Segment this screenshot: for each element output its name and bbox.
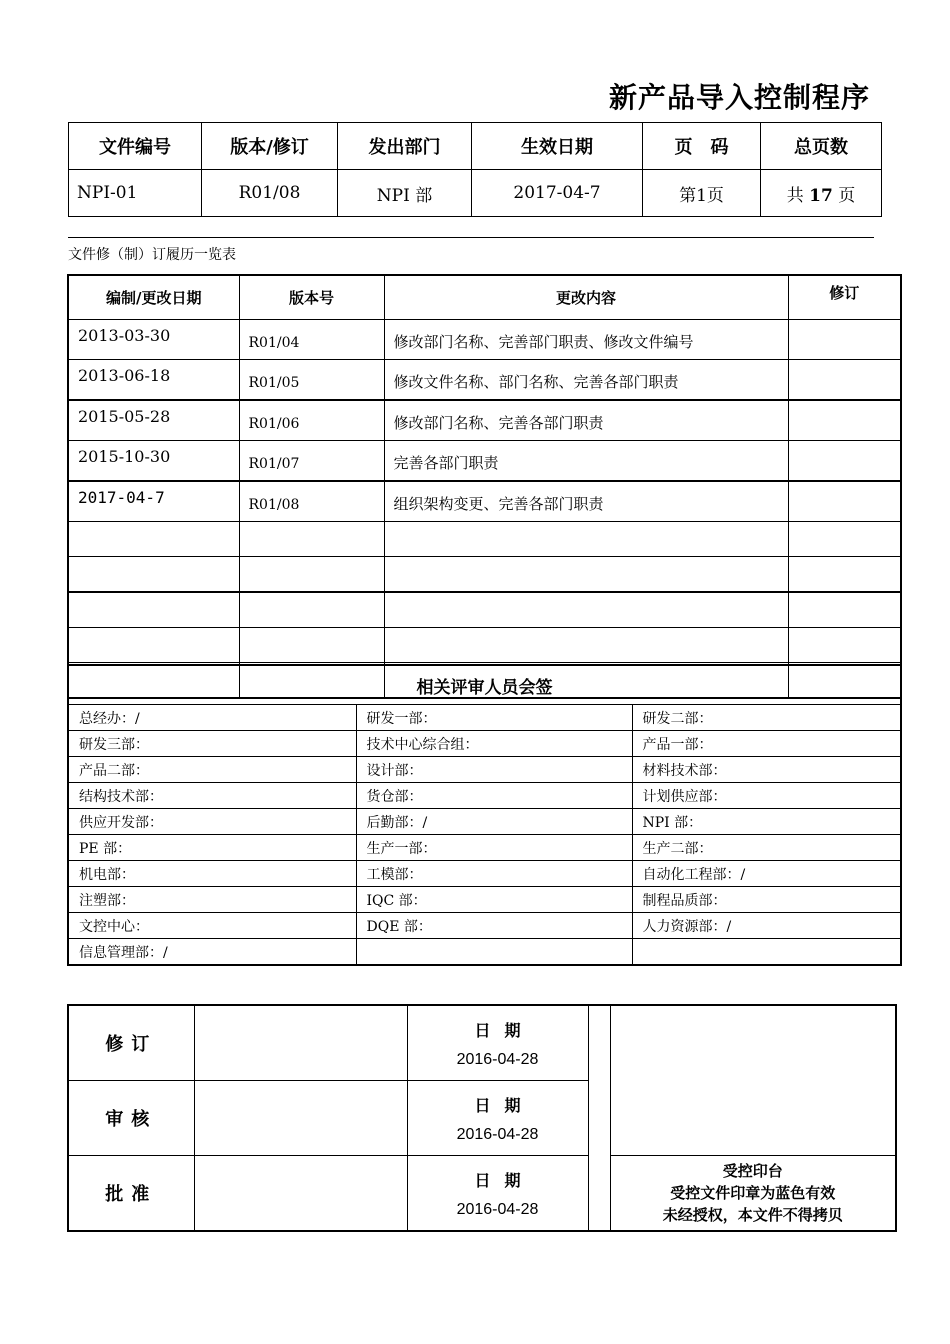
review-cell: [356, 939, 632, 966]
review-cell: 工模部：: [356, 861, 632, 887]
history-version: R01/07: [239, 441, 384, 482]
approval-date-cell: [407, 1081, 588, 1156]
table-row: [68, 320, 901, 360]
history-col-content: 更改内容: [384, 275, 788, 320]
history-date: 2013-06-18: [68, 360, 239, 401]
table-row: [68, 861, 901, 887]
approval-label-revise: 修订: [68, 1005, 194, 1081]
review-cell: 后勤部：/: [356, 809, 632, 835]
empty-row: [68, 592, 901, 628]
history-content: 修改文件名称、部门名称、完善各部门职责: [384, 360, 788, 401]
table-row: [68, 913, 901, 939]
approval-spacer: [588, 1005, 610, 1231]
header-value-department: NPI 部: [338, 170, 472, 217]
header-value-total-pages: [761, 170, 882, 217]
review-cell: 结构技术部：: [68, 783, 356, 809]
header-label-department: 发出部门: [338, 123, 472, 170]
review-cell: 产品一部：: [632, 731, 901, 757]
header-label-effective-date: 生效日期: [472, 123, 643, 170]
approval-label-review: 审核: [68, 1081, 194, 1156]
history-content: 完善各部门职责: [384, 441, 788, 482]
date-label: 日期: [474, 1170, 535, 1190]
header-label-version: 版本/修订: [202, 123, 338, 170]
section-divider: [68, 237, 874, 238]
review-cell: 文控中心：: [68, 913, 356, 939]
date-label: 日期: [474, 1095, 535, 1115]
header-label-total-pages: 总页数: [761, 123, 882, 170]
document-header-table: [68, 122, 882, 217]
history-date: 2015-05-28: [68, 400, 239, 441]
review-cell: 产品二部：: [68, 757, 356, 783]
history-col-revision: 修订: [788, 275, 901, 320]
approval-signature-review: [194, 1081, 407, 1156]
header-label-doc-number: 文件编号: [69, 123, 202, 170]
review-title: 相关评审人员会签: [68, 665, 901, 705]
revision-history-table: [67, 274, 902, 699]
table-row: [68, 705, 901, 731]
review-cell: 自动化工程部：/: [632, 861, 901, 887]
stamp-note-color: 受控文件印章为蓝色有效: [670, 1184, 836, 1202]
approval-date-cell: [407, 1156, 588, 1232]
table-row: [68, 400, 901, 441]
review-cell: 总经办：/: [68, 705, 356, 731]
history-date: 2013-03-30: [68, 320, 239, 360]
history-version: R01/08: [239, 481, 384, 522]
empty-row: [68, 628, 901, 663]
table-row: [68, 757, 901, 783]
review-cell: 信息管理部：/: [68, 939, 356, 966]
approval-signature-revise: [194, 1005, 407, 1081]
review-cell: 生产二部：: [632, 835, 901, 861]
history-content: 修改部门名称、完善部门职责、修改文件编号: [384, 320, 788, 360]
stamp-title: 受控印台: [722, 1162, 783, 1180]
review-cell: 制程品质部：: [632, 887, 901, 913]
table-row: [68, 441, 901, 482]
table-row: [68, 809, 901, 835]
history-col-version: 版本号: [239, 275, 384, 320]
history-version: R01/06: [239, 400, 384, 441]
history-header-row: [68, 275, 901, 320]
history-content: 修改部门名称、完善各部门职责: [384, 400, 788, 441]
history-version: R01/04: [239, 320, 384, 360]
date-label: 日期: [474, 1020, 535, 1040]
history-date: 2017-04-7: [68, 481, 239, 522]
history-date: 2015-10-30: [68, 441, 239, 482]
history-revision: [788, 441, 901, 482]
total-pages-prefix: 共: [786, 185, 804, 206]
approval-date: 2016-04-28: [456, 1200, 539, 1218]
review-cell: 注塑部：: [68, 887, 356, 913]
header-labels-row: [69, 123, 882, 170]
review-cell: [632, 939, 901, 966]
table-row: [68, 939, 901, 966]
approval-table: [67, 1004, 897, 1232]
review-signoff-table: [67, 664, 902, 966]
table-row: [68, 731, 901, 757]
table-row: [68, 481, 901, 522]
header-value-effective-date: 2017-04-7: [472, 170, 643, 217]
review-cell: DQE 部：: [356, 913, 632, 939]
review-cell: 机电部：: [68, 861, 356, 887]
approval-date: 2016-04-28: [456, 1125, 539, 1143]
review-cell: 研发一部：: [356, 705, 632, 731]
document-title: 新产品导入控制程序: [608, 81, 870, 114]
header-value-page: 第1页: [643, 170, 761, 217]
table-row: [68, 887, 901, 913]
history-content: 组织架构变更、完善各部门职责: [384, 481, 788, 522]
review-cell: 研发三部：: [68, 731, 356, 757]
history-version: R01/05: [239, 360, 384, 401]
total-pages-number: 17: [809, 185, 833, 206]
approval-row: [68, 1156, 896, 1232]
review-cell: 货仓部：: [356, 783, 632, 809]
header-label-page: 页 码: [643, 123, 761, 170]
history-revision: [788, 360, 901, 401]
review-cell: 研发二部：: [632, 705, 901, 731]
history-revision: [788, 400, 901, 441]
review-cell: 计划供应部：: [632, 783, 901, 809]
approval-date: 2016-04-28: [456, 1050, 539, 1068]
review-cell: 生产一部：: [356, 835, 632, 861]
approval-label-approve: 批准: [68, 1156, 194, 1232]
review-cell: NPI 部：: [632, 809, 901, 835]
empty-row: [68, 557, 901, 593]
header-value-version: R01/08: [202, 170, 338, 217]
history-revision: [788, 481, 901, 522]
approval-row: [68, 1005, 896, 1081]
review-cell: 设计部：: [356, 757, 632, 783]
stamp-note-copy: 未经授权，本文件不得拷贝: [662, 1206, 843, 1224]
review-cell: 技术中心综合组：: [356, 731, 632, 757]
approval-date-cell: [407, 1005, 588, 1081]
table-row: [68, 360, 901, 401]
review-cell: 材料技术部：: [632, 757, 901, 783]
empty-row: [68, 522, 901, 557]
history-caption: 文件修（制）订履历一览表: [68, 247, 236, 263]
table-row: [68, 783, 901, 809]
review-cell: 人力资源部：/: [632, 913, 901, 939]
header-value-doc-number: NPI-01: [69, 170, 202, 217]
history-revision: [788, 320, 901, 360]
approval-signature-approve: [194, 1156, 407, 1232]
history-col-date: 编制/更改日期: [68, 275, 239, 320]
header-values-row: [69, 170, 882, 217]
review-cell: 供应开发部：: [68, 809, 356, 835]
review-cell: PE 部：: [68, 835, 356, 861]
review-cell: IQC 部：: [356, 887, 632, 913]
total-pages-suffix: 页: [838, 185, 856, 206]
controlled-stamp-notice: [610, 1156, 896, 1232]
review-title-row: [68, 665, 901, 705]
stamp-area: [610, 1005, 896, 1156]
table-row: [68, 835, 901, 861]
